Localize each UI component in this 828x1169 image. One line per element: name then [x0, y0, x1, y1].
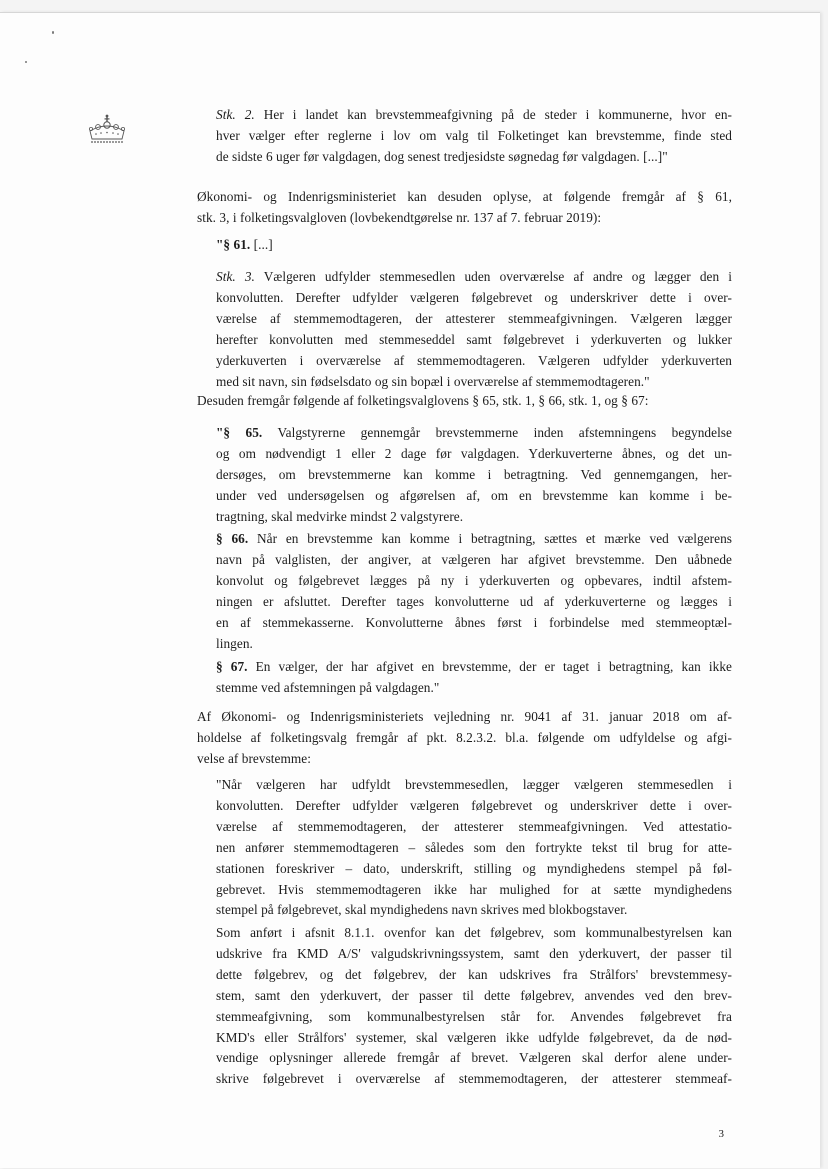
- stk-label: Stk. 2.: [216, 107, 255, 122]
- document-page: [0, 12, 820, 1168]
- paragraph-intro-61: Økonomi- og Indenrigsministeriet kan desuden oplyse, at følgende fremgår af § 61, stk. 3, i folketingsvalgloven (lovbekendtgørelse nr. 137 af 7. februar 2019):: [197, 189, 732, 225]
- scan-speck: [52, 31, 54, 34]
- paragraph-intro-vejledning: Af Økonomi- og Indenrigsministeriets vejledning nr. 9041 af 31. januar 2018 om af- holdelse af folketingsvalg fremgår af pkt. 8.2.3.2. bl.a. følgende om udfyldelse og afgi- velse af brevstemme:: [197, 709, 732, 766]
- section-label: § 66.: [216, 531, 249, 546]
- crown-icon: [85, 113, 129, 149]
- scan-speck: [25, 61, 27, 63]
- paragraph-section-66: § 66. Når en brevstemme kan komme i betragtning, sættes et mærke ved vælgerens navn på valglisten, der angiver, at vælgeren har afgivet brevstemme. Den uåbnede konvolut og følgebrevet lægges på ny i yderkuverten og opbevares, indtil afstem- ningen er afsluttet. Derefter tages konvolutterne ud af yderkuverterne og lægges i en af stemmekasserne. Konvolutterne åbnes først i forbindelse med stemmeoptæl- lingen.: [216, 531, 732, 651]
- paragraph-section-61: "§ 61. [...]: [216, 237, 273, 252]
- paragraph-section-65: "§ 65. Valgstyrerne gennemgår brevstemmerne inden afstemningens begyndelse og om nødvendigt 1 eller 2 dage før valgdagen. Yderkuverterne åbnes, og det un- dersøges, om brevstemmerne kan komme i betragtning. Ved gennemgangen, her- under ved undersøgelsen og afgørelsen af, om en brevstemme kan komme i be- tragtning, skal medvirke mindst 2 valgstyrere.: [216, 425, 732, 524]
- paragraph-stk2: Stk. 2. Her i landet kan brevstemmeafgivning på de steder i kommunerne, hvor en- hver vælger efter reglerne i lov om valg til Folketinget kan brevstemme, finde sted de sidste 6 uger før valgdagen, dog senest tredjesidste søgnedag før valgdagen. [...]": [216, 107, 733, 164]
- paragraph-stk3: Stk. 3. Vælgeren udfylder stemmesedlen uden overværelse af andre og lægger den i konvolutten. Derefter udfylder vælgeren følgebrevet og underskriver dette i over- værelse af stemmemodtageren, der attesterer stemmeafgivningen. Vælgeren lægger herefter konvolutten med stemmeseddel samt følgebrevet i yderkuverten og lukker yderkuverten i overværelse af stemmemodtageren. Vælgeren udfylder yderkuverten med sit navn, sin fødselsdato og sin bopæl i overværelse af stemmemodtageren.": [216, 269, 732, 389]
- section-label: § 67.: [216, 659, 248, 674]
- paragraph-section-67: § 67. En vælger, der har afgivet en brevstemme, der er taget i betragtning, kan ikke stemme ved afstemningen på valgdagen.": [216, 659, 733, 695]
- paragraph-quote-kmd: Som anført i afsnit 8.1.1. ovenfor kan det følgebrev, som kommunalbestyrelsen kan udskrive fra KMD A/S' valgudskrivningssystem, samt den yderkuvert, der passer til dette følgebrev, og det følgebrev, der kan udskrives fra Strålfors' brevstemmesy- stem, samt den yderkuvert, der passer til dette følgebrev, anvendes ved den brev- stemmeafgivning, som kommunalbestyrelsen står for. Anvendes følgebrevet fra KMD's eller Strålfors' systemer, skal vælgeren ikke udfylde følgebrevet, da de nød- vendige oplysninger allerede fremgår af brevet. Vælgeren skal derfor alene under- skrive følgebrevet i overværelse af stemmemodtageren, der attesterer stemmeaf-: [216, 925, 732, 1087]
- stk-label: Stk. 3.: [216, 269, 255, 284]
- section-label: "§ 65.: [216, 425, 263, 440]
- paragraph-intro-65: Desuden fremgår følgende af folketingsvalglovens § 65, stk. 1, § 66, stk. 1, og § 67:: [197, 393, 649, 408]
- section-label: "§ 61.: [216, 237, 251, 252]
- paragraph-quote-vejledning: "Når vælgeren har udfyldt brevstemmesedlen, lægger vælgeren stemmesedlen i konvolutten. Derefter udfylder vælgeren følgebrevet og underskriver dette i over- værelse af stemmemodtageren, der attesterer stemmeafgivningen. Ved attestatio- nen anfører stemmemodtageren – således som den fortrykte tekst til brug for atte- stationen foreskriver – dato, underskrift, stilling og myndighedens stempel på føl- gebrevet. Hvis stemmemodtageren ikke har mulighed for at sætte myndighedens stempel på følgebrevet, skal myndighedens navn skrives med blokbogstaver.: [216, 777, 732, 918]
- page-number: 3: [718, 1128, 724, 1140]
